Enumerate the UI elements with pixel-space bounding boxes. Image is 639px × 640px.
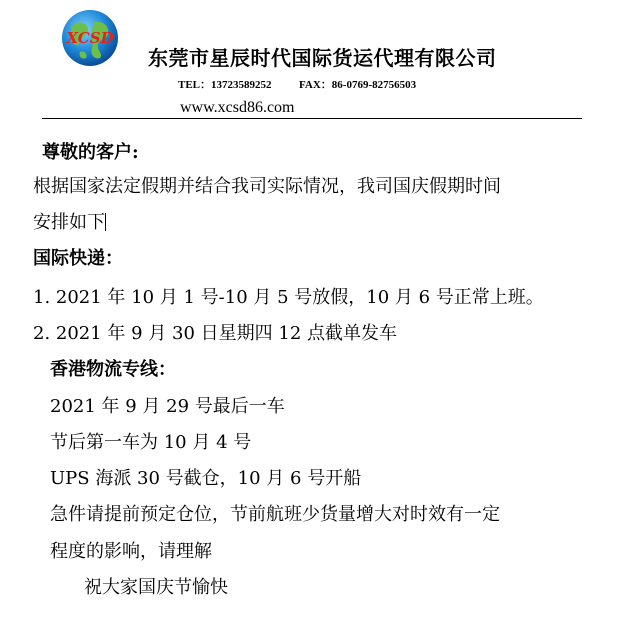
greeting: 尊敬的客户: (42, 142, 139, 163)
website-url[interactable]: www.xcsd86.com (180, 99, 295, 116)
hk-item-1: 2021 年 9 月 29 号最后一车 (50, 396, 285, 417)
express-item-2: 2. 2021 年 9 月 30 日星期四 12 点截单发车 (33, 323, 398, 344)
section-hongkong-logistics: 香港物流专线： (50, 359, 176, 380)
svg-text:XCSD: XCSD (66, 29, 114, 47)
text-cursor (105, 213, 106, 231)
tel-number: TEL：13723589252 (178, 79, 272, 91)
express-item-1: 1. 2021 年 10 月 1 号-10 月 5 号放假，10 月 6 号正常上班。 (33, 287, 544, 308)
company-name: 东莞市星辰时代国际货运代理有限公司 (148, 46, 497, 70)
hk-item-5: 程度的影响，请理解 (50, 541, 212, 562)
closing-greeting: 祝大家国庆节愉快 (84, 577, 228, 598)
company-logo (60, 8, 120, 68)
intro-line-1: 根据国家法定假期并结合我司实际情况，我司国庆假期时间 (33, 176, 501, 197)
section-international-express: 国际快递： (33, 248, 123, 269)
hk-item-2: 节后第一车为 10 月 4 号 (50, 432, 252, 453)
intro-line-2 (33, 208, 106, 234)
intro-line-2-text: 安排如下 (33, 212, 105, 233)
hk-item-4: 急件请提前预定仓位，节前航班少货量增大对时效有一定 (50, 504, 500, 525)
fax-number: FAX：86-0769-82756503 (299, 79, 417, 91)
header-divider (42, 118, 582, 119)
contact-line (178, 76, 416, 92)
hk-item-3: UPS 海派 30 号截仓，10 月 6 号开船 (50, 468, 362, 489)
